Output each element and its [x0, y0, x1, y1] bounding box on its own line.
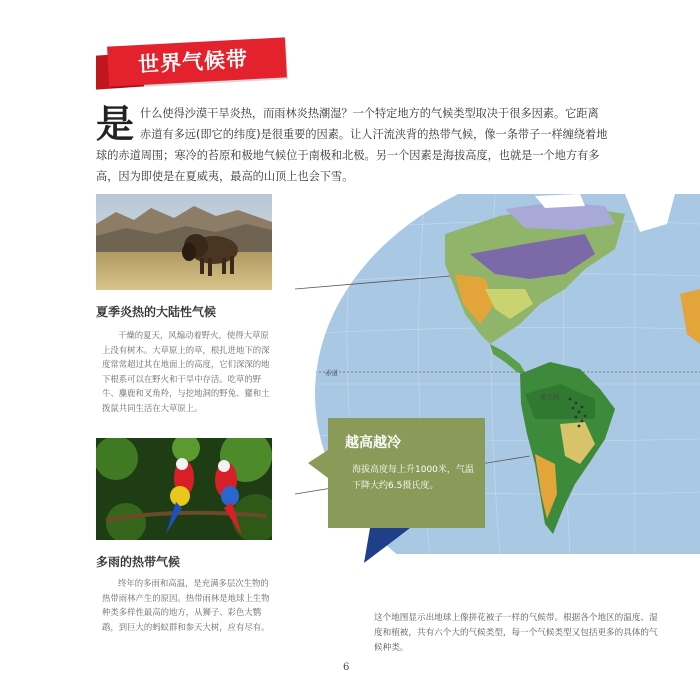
page-number: 6: [343, 662, 350, 673]
section-title-continental: 夏季炎热的大陆性气候: [96, 305, 217, 319]
drop-cap: 是: [96, 101, 135, 146]
section-text-continental: 干燥的夏天，风煽动着野火，使得大草原上没有树木。大草原上的草，根扎进地下的深度常常超过其在地面上的高度，它们深深的地下根系可以在野火和干旱中存活。吃草的野牛、麋鹿和叉角羚，与挖地洞的野兔、獾和土拨鼠共同生活在大草原上。: [102, 330, 270, 413]
map-caption: 这个地图显示出地球上像拼花被子一样的气候带。根据各个地区的温度、湿度和植被，共有六个大的气候类型，每一个气候类型又包括更多的具体的气候种类。: [374, 613, 658, 653]
parrot-photo: [96, 438, 272, 540]
equator-label: 赤道: [325, 369, 338, 377]
page-title: 世界气候带: [137, 46, 249, 77]
south-america-label: 南美洲: [540, 393, 560, 401]
intro-paragraph: [96, 103, 608, 187]
section-title-tropical: 多雨的热带气候: [96, 555, 181, 569]
callout-text: 海拔高度每上升1000米，气温下降大约6.5摄氏度。: [352, 465, 474, 491]
intro-text: 什么使得沙漠干旱炎热，而雨林炎热潮湿？一个特定地方的气候类型取决于很多因素。它距离赤道有多远(即它的纬度)是很重要的因素。让人汗流浃背的热带气候，像一条带子一样缠绕着地球的赤道周围；寒冷的苔原和极地气候位于南极和北极。另一个因素是海拔高度，也就是一个地方有多高，因为即使是在夏威夷，最高的山顶上也会下雪。: [96, 107, 608, 183]
callout-title: 越高越冷: [345, 435, 401, 451]
title-banner: [96, 40, 291, 86]
section-text-tropical: 终年的多雨和高温，是充满多层次生物的热带雨林产生的原因。热带雨林是地球上生物种类多样性最高的地方，从狮子、彩色大鹦鹉，到巨大的蚂蚁群和参天大树，应有尽有。: [102, 578, 270, 632]
bison-photo: [96, 194, 272, 290]
